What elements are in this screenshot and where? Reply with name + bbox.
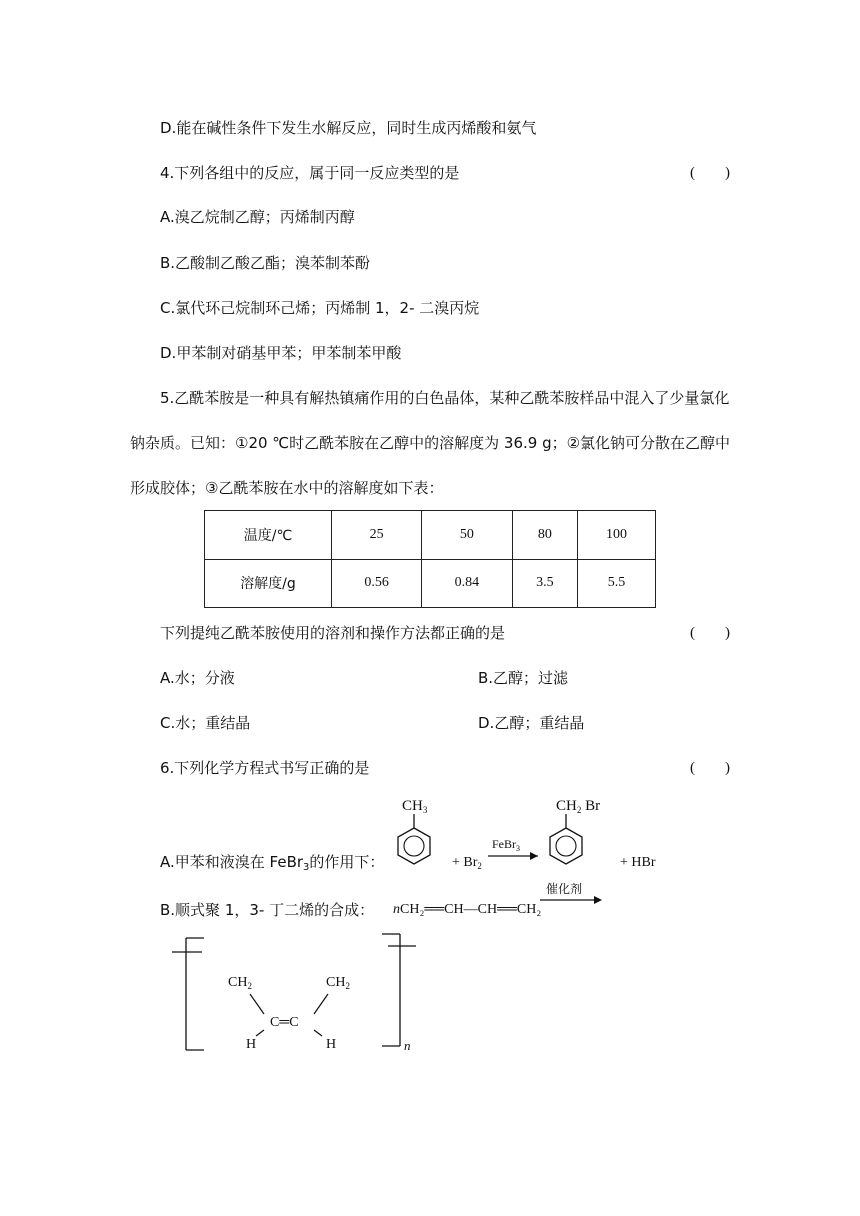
q5-option-d: D.乙醇；重结晶	[478, 714, 585, 732]
cis-polybutadiene-structure	[168, 930, 428, 1060]
q4-option-c: C.氯代环己烷制环己烯；丙烯制 1，2- 二溴丙烷	[160, 299, 480, 317]
q6-stem: 6.下列化学方程式书写正确的是	[160, 759, 370, 777]
q4-stem: 4.下列各组中的反应，属于同一反应类型的是	[160, 164, 460, 182]
table-cell: 温度/℃	[205, 511, 332, 560]
table-cell: 3.5	[512, 559, 578, 608]
plus-br2-text: + $Br_2$	[452, 855, 482, 871]
q5-stem-line2: 钠杂质。已知：①20 ℃时乙酰苯胺在乙醇中的溶解度为 36.9 g；②氯化钠可分散在乙醇中	[130, 434, 731, 452]
table-row	[205, 559, 656, 608]
table-cell: 80	[512, 511, 578, 560]
table-cell: 0.84	[422, 559, 512, 608]
solubility-table	[204, 510, 656, 608]
q6-option-b-prefix: B.顺式聚 1，3- 丁二烯的合成：	[160, 901, 375, 919]
table-row	[205, 511, 656, 560]
polymer-cc: C═C	[270, 1015, 299, 1030]
q6-option-a-prefix: A.甲苯和液溴在 FeBr	[160, 853, 304, 871]
ch2br-label: $CH_2$ Br	[556, 798, 601, 815]
toluene-ch3-label: $CH_3$	[402, 798, 428, 815]
q4-option-d: D.甲苯制对硝基甲苯；甲苯制苯甲酸	[160, 344, 402, 362]
q6-option-b-n: n	[393, 902, 400, 917]
q4-option-b: B.乙酸制乙酸乙酯；溴苯制苯酚	[160, 254, 371, 272]
polymer-n: n	[404, 1038, 411, 1053]
q6-option-a-label	[160, 852, 384, 872]
polymer-ch2-right: $CH_2$	[326, 975, 350, 991]
catalyst-arrow	[538, 880, 608, 912]
reaction-arrowhead	[530, 852, 538, 860]
benzyl-bromide-structure	[550, 798, 600, 864]
table-cell: 25	[332, 511, 422, 560]
polymer-h-right: H	[326, 1037, 337, 1052]
q6-option-b-formula: CH₂══CH—CH══CH₂	[400, 902, 542, 917]
q6-answer-paren: ( )	[690, 760, 730, 776]
q5-option-b: B.乙醇；过滤	[478, 669, 569, 687]
q5-option-c: C.水；重结晶	[160, 714, 251, 732]
table-cell: 50	[422, 511, 512, 560]
plus-hbr-text: + HBr	[620, 855, 656, 870]
q5-option-a: A.水；分液	[160, 669, 235, 687]
table-cell: 5.5	[578, 559, 656, 608]
catalyst-label: 催化剂	[546, 882, 583, 896]
febr3-catalyst-label: FeBr$_3$	[492, 837, 520, 853]
q5-question: 下列提纯乙酰苯胺使用的溶剂和操作方法都正确的是	[160, 624, 506, 642]
q6-option-a-suffix: 的作用下：	[309, 853, 385, 871]
q5-answer-paren: ( )	[690, 625, 730, 641]
q4-option-a: A.溴乙烷制乙醇；丙烯制丙醇	[160, 208, 355, 226]
table-cell: 0.56	[332, 559, 422, 608]
table-cell: 溶解度/g	[205, 559, 332, 608]
q6-option-a-sub: 3	[303, 862, 310, 873]
toluene-structure	[398, 798, 430, 864]
q3-option-d: D.能在碱性条件下发生水解反应，同时生成丙烯酸和氨气	[160, 119, 537, 137]
q6-option-b-formula-wrap	[393, 900, 541, 920]
polymer-ch2-left: $CH_2$	[228, 975, 252, 991]
q4-answer-paren: ( )	[690, 165, 730, 181]
toluene-bromination-scheme	[380, 790, 680, 880]
table-cell: 100	[578, 511, 656, 560]
q5-stem-line3: 形成胶体；③乙酰苯胺在水中的溶解度如下表：	[130, 479, 444, 497]
polymer-h-left: H	[246, 1037, 257, 1052]
q5-stem-line1: 5.乙酰苯胺是一种具有解热镇痛作用的白色晶体，某种乙酰苯胺样品中混入了少量氯化	[160, 389, 730, 407]
